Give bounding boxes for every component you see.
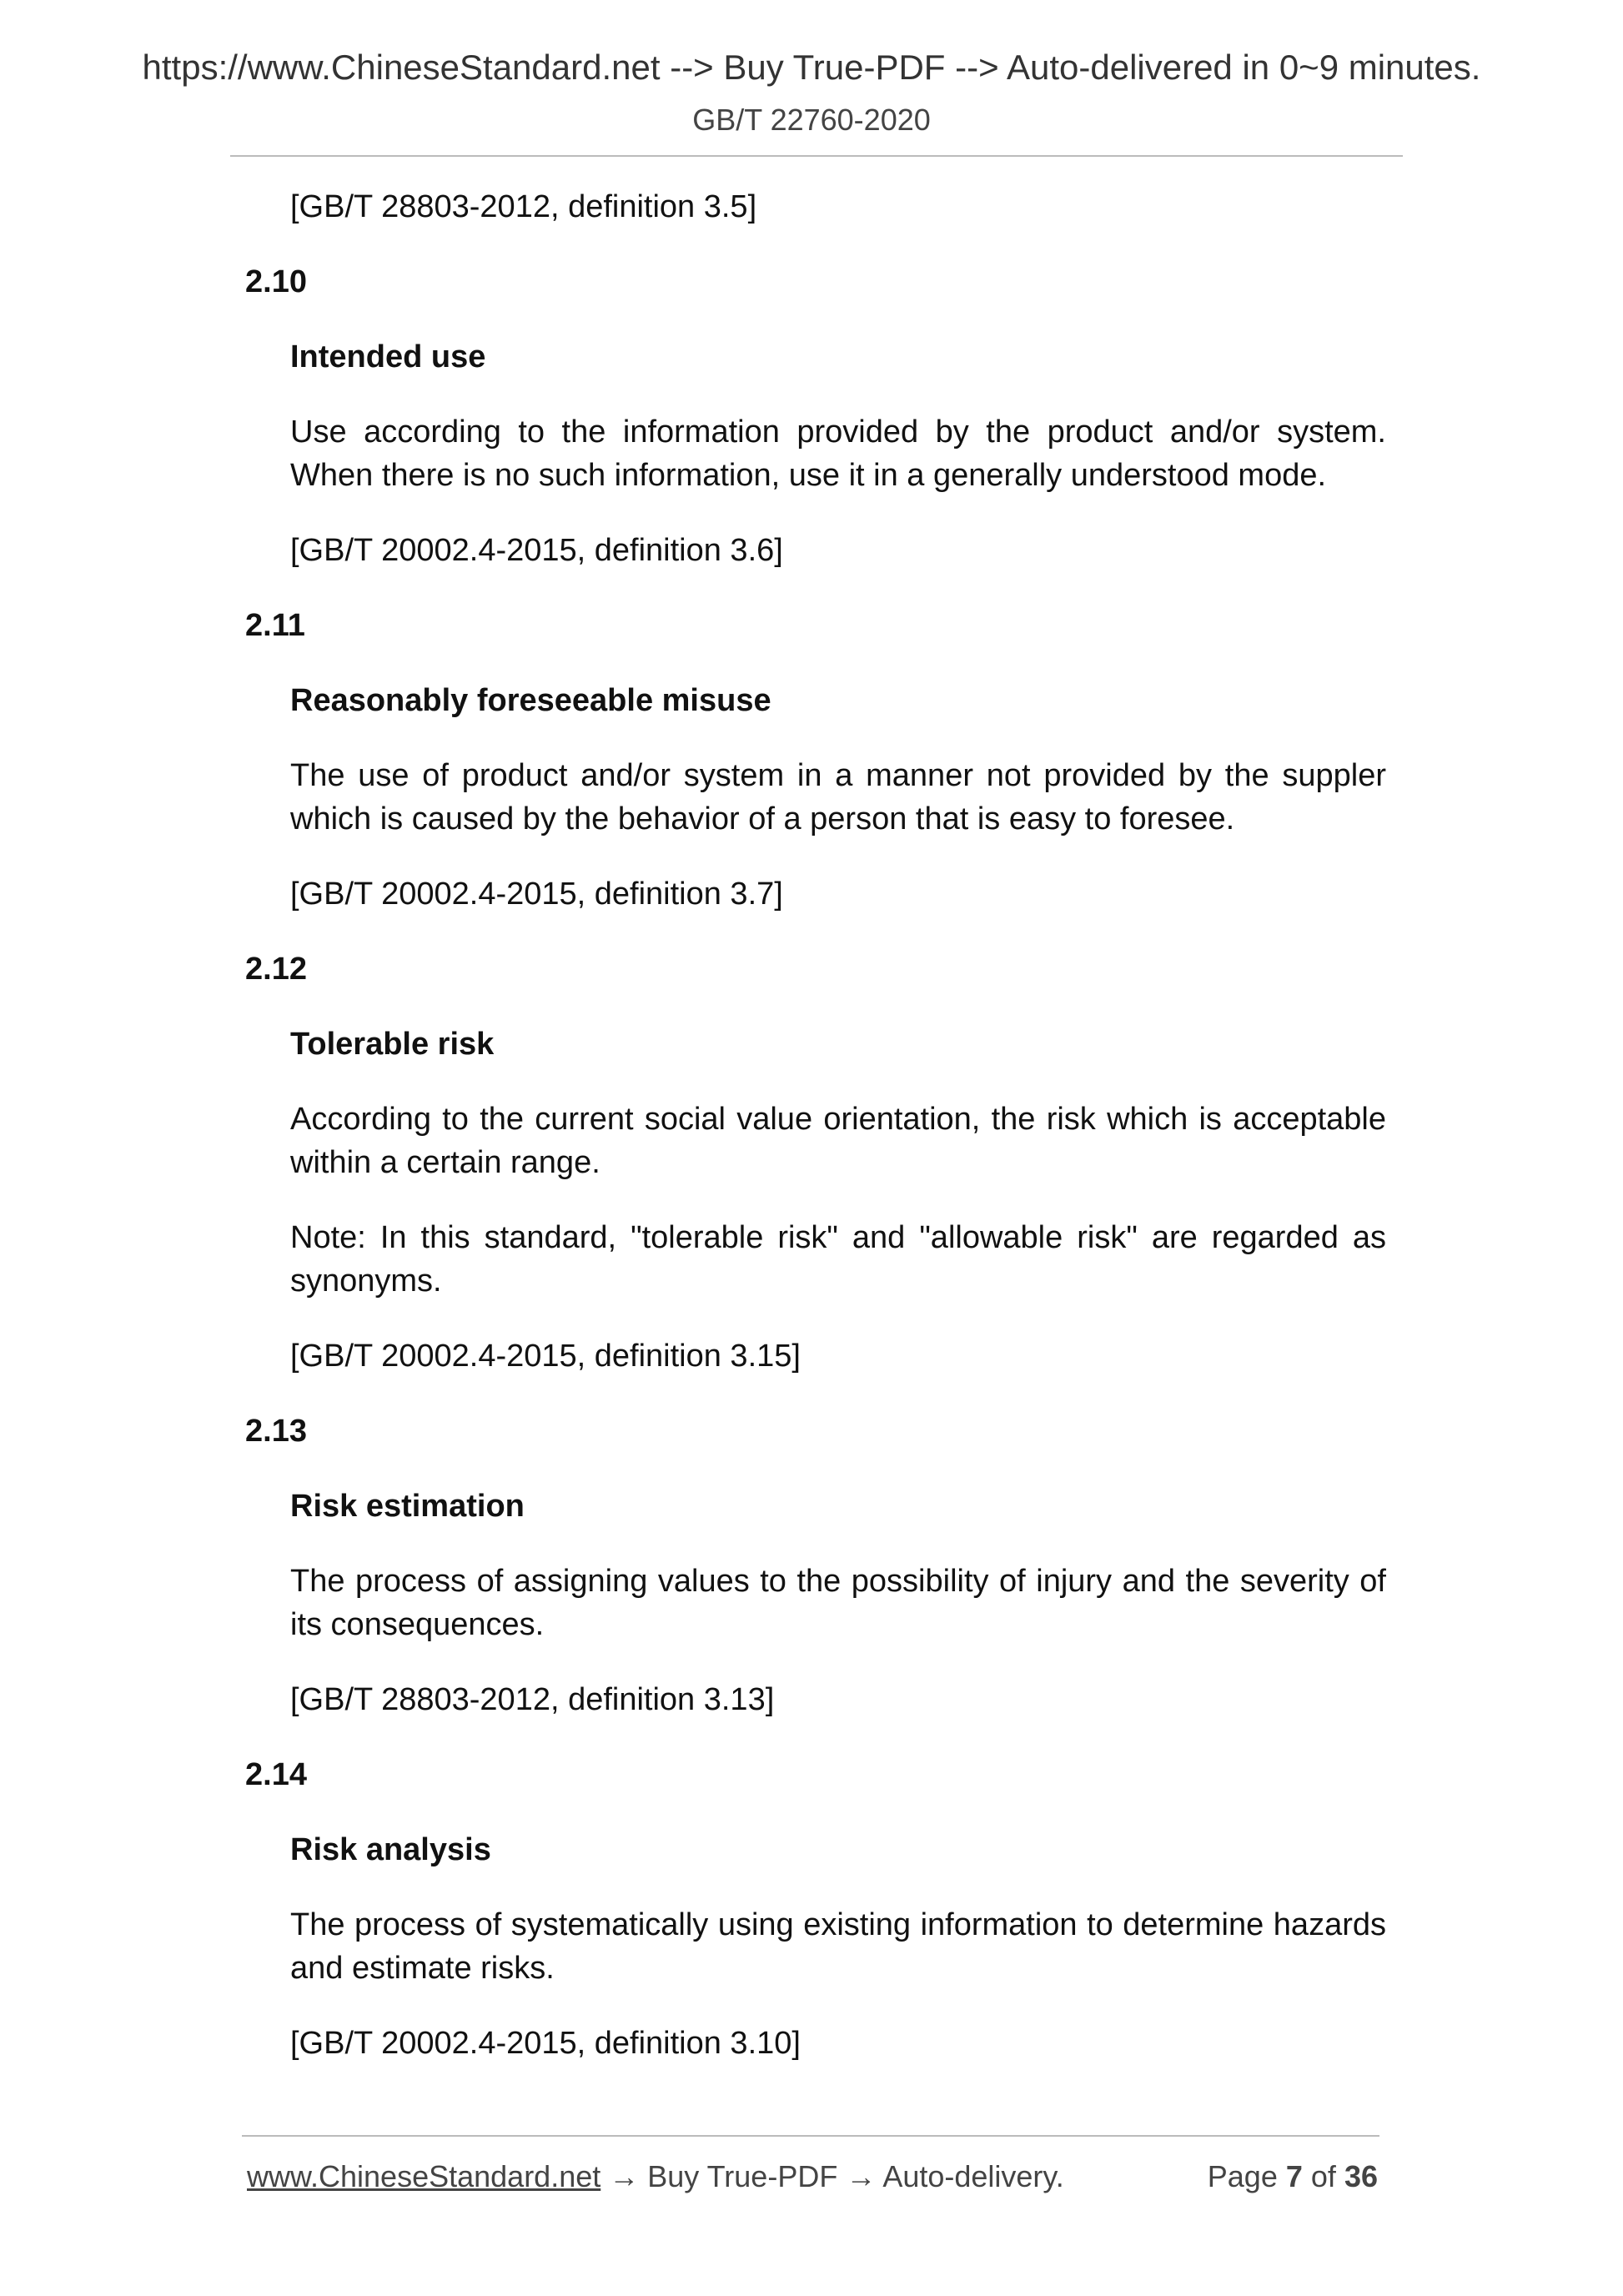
term-definition: The process of assigning values to the possibility of injury and the severity of its consequences.: [290, 1564, 1386, 1642]
page-counter: [1208, 2156, 1378, 2198]
reference-citation: [GB/T 28803-2012, definition 3.5]: [290, 189, 757, 224]
term-definition: The process of systematically using existing information to determine hazards and estimate risks.: [290, 1907, 1386, 1986]
footer-promo-text: → Buy True-PDF → Auto-delivery.: [600, 2159, 1064, 2193]
reference-citation: [GB/T 20002.4-2015, definition 3.7]: [290, 877, 783, 912]
document-body: [245, 185, 1386, 2097]
term-note: Note: In this standard, "tolerable risk" and "allowable risk" are regarded as synonyms.: [290, 1220, 1386, 1299]
footer-promo: [247, 2156, 1064, 2198]
reference-citation: [GB/T 28803-2012, definition 3.13]: [290, 1682, 775, 1717]
reference-citation: [GB/T 20002.4-2015, definition 3.6]: [290, 533, 783, 568]
term-title: Risk estimation: [290, 1489, 525, 1524]
reference-citation: [GB/T 20002.4-2015, definition 3.10]: [290, 2026, 801, 2061]
term-definition: Use according to the information provided by the product and/or system. When there is no such information, use it in a generally understood mode.: [290, 414, 1386, 493]
page-header: [0, 43, 1623, 142]
section-number: 2.12: [245, 952, 307, 987]
header-divider: [230, 155, 1403, 157]
page-label: Page: [1207, 2159, 1278, 2193]
header-url-line: https://www.ChineseStandard.net --> Buy True-PDF --> Auto-delivered in 0~9 minutes.: [142, 48, 1481, 87]
footer-divider: [242, 2135, 1379, 2137]
term-definition: The use of product and/or system in a manner not provided by the suppler which is caused by the behavior of a person that is easy to foresee.: [290, 758, 1386, 837]
total-pages: 36: [1344, 2159, 1378, 2193]
current-page: 7: [1285, 2159, 1303, 2193]
section-number: 2.11: [245, 608, 305, 643]
of-label: of: [1310, 2159, 1336, 2193]
term-title: Reasonably foreseeable misuse: [290, 683, 771, 718]
section-number: 2.13: [245, 1414, 307, 1449]
section-number: 2.14: [245, 1757, 307, 1792]
reference-citation: [GB/T 20002.4-2015, definition 3.15]: [290, 1339, 801, 1374]
standard-number: GB/T 22760-2020: [692, 103, 931, 137]
section-number: 2.10: [245, 264, 307, 299]
term-definition: According to the current social value orientation, the risk which is acceptable within a certain range.: [290, 1102, 1386, 1180]
term-title: Risk analysis: [290, 1832, 491, 1867]
term-title: Intended use: [290, 339, 486, 374]
footer-site-link[interactable]: www.ChineseStandard.net: [247, 2159, 601, 2193]
term-title: Tolerable risk: [290, 1027, 495, 1062]
